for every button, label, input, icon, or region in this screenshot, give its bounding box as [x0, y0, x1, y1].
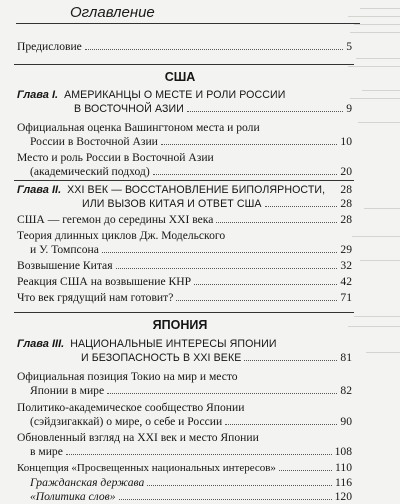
entry-page: 82 — [340, 384, 352, 397]
entry-label: Обновленный взгляд на XXI век и место Японии — [17, 431, 259, 444]
entry-label: Теория длинных циклов Дж. Модельского — [17, 229, 226, 242]
toc-entry — [17, 229, 352, 243]
toc-entry-cont — [30, 243, 352, 257]
toc-entry — [17, 291, 352, 305]
entry-page: 20 — [340, 165, 352, 178]
entry-label: (академический подход) — [30, 165, 150, 178]
entry-label: «Политика слов» — [30, 490, 116, 503]
toc-entry — [17, 213, 352, 227]
entry-page: 42 — [340, 275, 352, 288]
entry-label: Гражданская держава — [30, 476, 145, 489]
entry-page: 32 — [340, 259, 352, 272]
chapter-1-heading-cont — [74, 102, 352, 116]
chapter-3-heading — [17, 337, 352, 351]
toc-entry-preface — [17, 40, 352, 54]
entry-page: 110 — [335, 461, 352, 474]
entry-label: и У. Томпсона — [30, 243, 99, 256]
entry-page: 10 — [340, 135, 352, 148]
chapter-1-heading — [17, 88, 352, 102]
toc-entry-cont — [30, 135, 352, 149]
entry-label: США — гегемон до середины XXI века — [17, 213, 214, 226]
toc-entry — [17, 431, 352, 445]
entry-label: Официальная оценка Вашингтоном места и роли — [17, 121, 260, 134]
section-title-usa: США — [164, 70, 196, 84]
toc-subentry — [30, 476, 352, 490]
entry-label: Концепция «Просвещенных национальных интересов» — [17, 462, 276, 474]
entry-label: Реакция США на возвышение КНР — [17, 275, 192, 288]
entry-page: 9 — [346, 102, 352, 115]
toc-entry — [17, 461, 352, 475]
entry-label: Японии в мире — [30, 384, 105, 397]
entry-page: 28 — [340, 197, 352, 210]
chapter-title: НАЦИОНАЛЬНЫЕ ИНТЕРЕСЫ ЯПОНИИ — [70, 338, 277, 350]
entry-page: 120 — [334, 490, 352, 503]
entry-page: 28 — [340, 213, 352, 226]
chapter-divider — [14, 180, 354, 181]
section-divider — [14, 64, 354, 65]
chapter-2-heading — [17, 183, 352, 197]
entry-label: Предисловие — [17, 40, 82, 53]
entry-page: 116 — [335, 476, 352, 489]
entry-label: Официальная позиция Токио на мир и место — [17, 370, 238, 383]
entry-page: 29 — [340, 243, 352, 256]
chapter-3-heading-cont — [81, 351, 352, 365]
chapter-title-cont: И БЕЗОПАСНОСТЬ В XXI ВЕКЕ — [81, 352, 242, 364]
chapter-title: XXI ВЕК — ВОССТАНОВЛЕНИЕ БИПОЛЯРНОСТИ, — [67, 184, 326, 196]
toc-entry-cont — [30, 415, 352, 429]
chapter-title: АМЕРИКАНЦЫ О МЕСТЕ И РОЛИ РОССИИ — [64, 89, 286, 101]
chapter-title-cont: ИЛИ ВЫЗОВ КИТАЯ И ОТВЕТ США — [82, 198, 262, 210]
entry-page: 5 — [346, 40, 352, 53]
toc-entry-cont — [30, 384, 352, 398]
chapter-number: Глава I. — [17, 89, 59, 101]
entry-page: 28 — [340, 183, 352, 196]
section-divider — [14, 312, 354, 313]
section-title-japan: ЯПОНИЯ — [152, 318, 208, 332]
entry-page: 81 — [340, 351, 352, 364]
entry-label: Возвышение Китая — [17, 259, 113, 272]
entry-label: Что век грядущий нам готовит? — [17, 291, 174, 304]
entry-page: 108 — [334, 445, 352, 458]
entry-label: в мире — [30, 445, 63, 458]
entry-page: 71 — [340, 291, 352, 304]
entry-page: 90 — [340, 415, 352, 428]
toc-entry — [17, 370, 352, 384]
toc-entry — [17, 121, 352, 135]
toc-entry — [17, 259, 352, 273]
chapter-2-heading-cont — [82, 197, 352, 211]
chapter-title-cont: В ВОСТОЧНОЙ АЗИИ — [74, 103, 184, 115]
entry-label: Место и роль России в Восточной Азии — [17, 151, 214, 164]
entry-label: (сэйдзигаккай) о мире, о себе и России — [30, 415, 223, 428]
toc-heading: Оглавление — [16, 2, 360, 24]
toc-entry-cont — [30, 165, 352, 179]
chapter-number: Глава III. — [17, 338, 65, 350]
toc-entry — [17, 151, 352, 165]
entry-label: Политико-академическое сообщество Японии — [17, 401, 245, 414]
chapter-number: Глава II. — [17, 184, 62, 196]
entry-label: России в Восточной Азии — [30, 135, 158, 148]
toc-entry — [17, 401, 352, 415]
toc-entry-cont — [30, 445, 352, 459]
toc-entry — [17, 275, 352, 289]
